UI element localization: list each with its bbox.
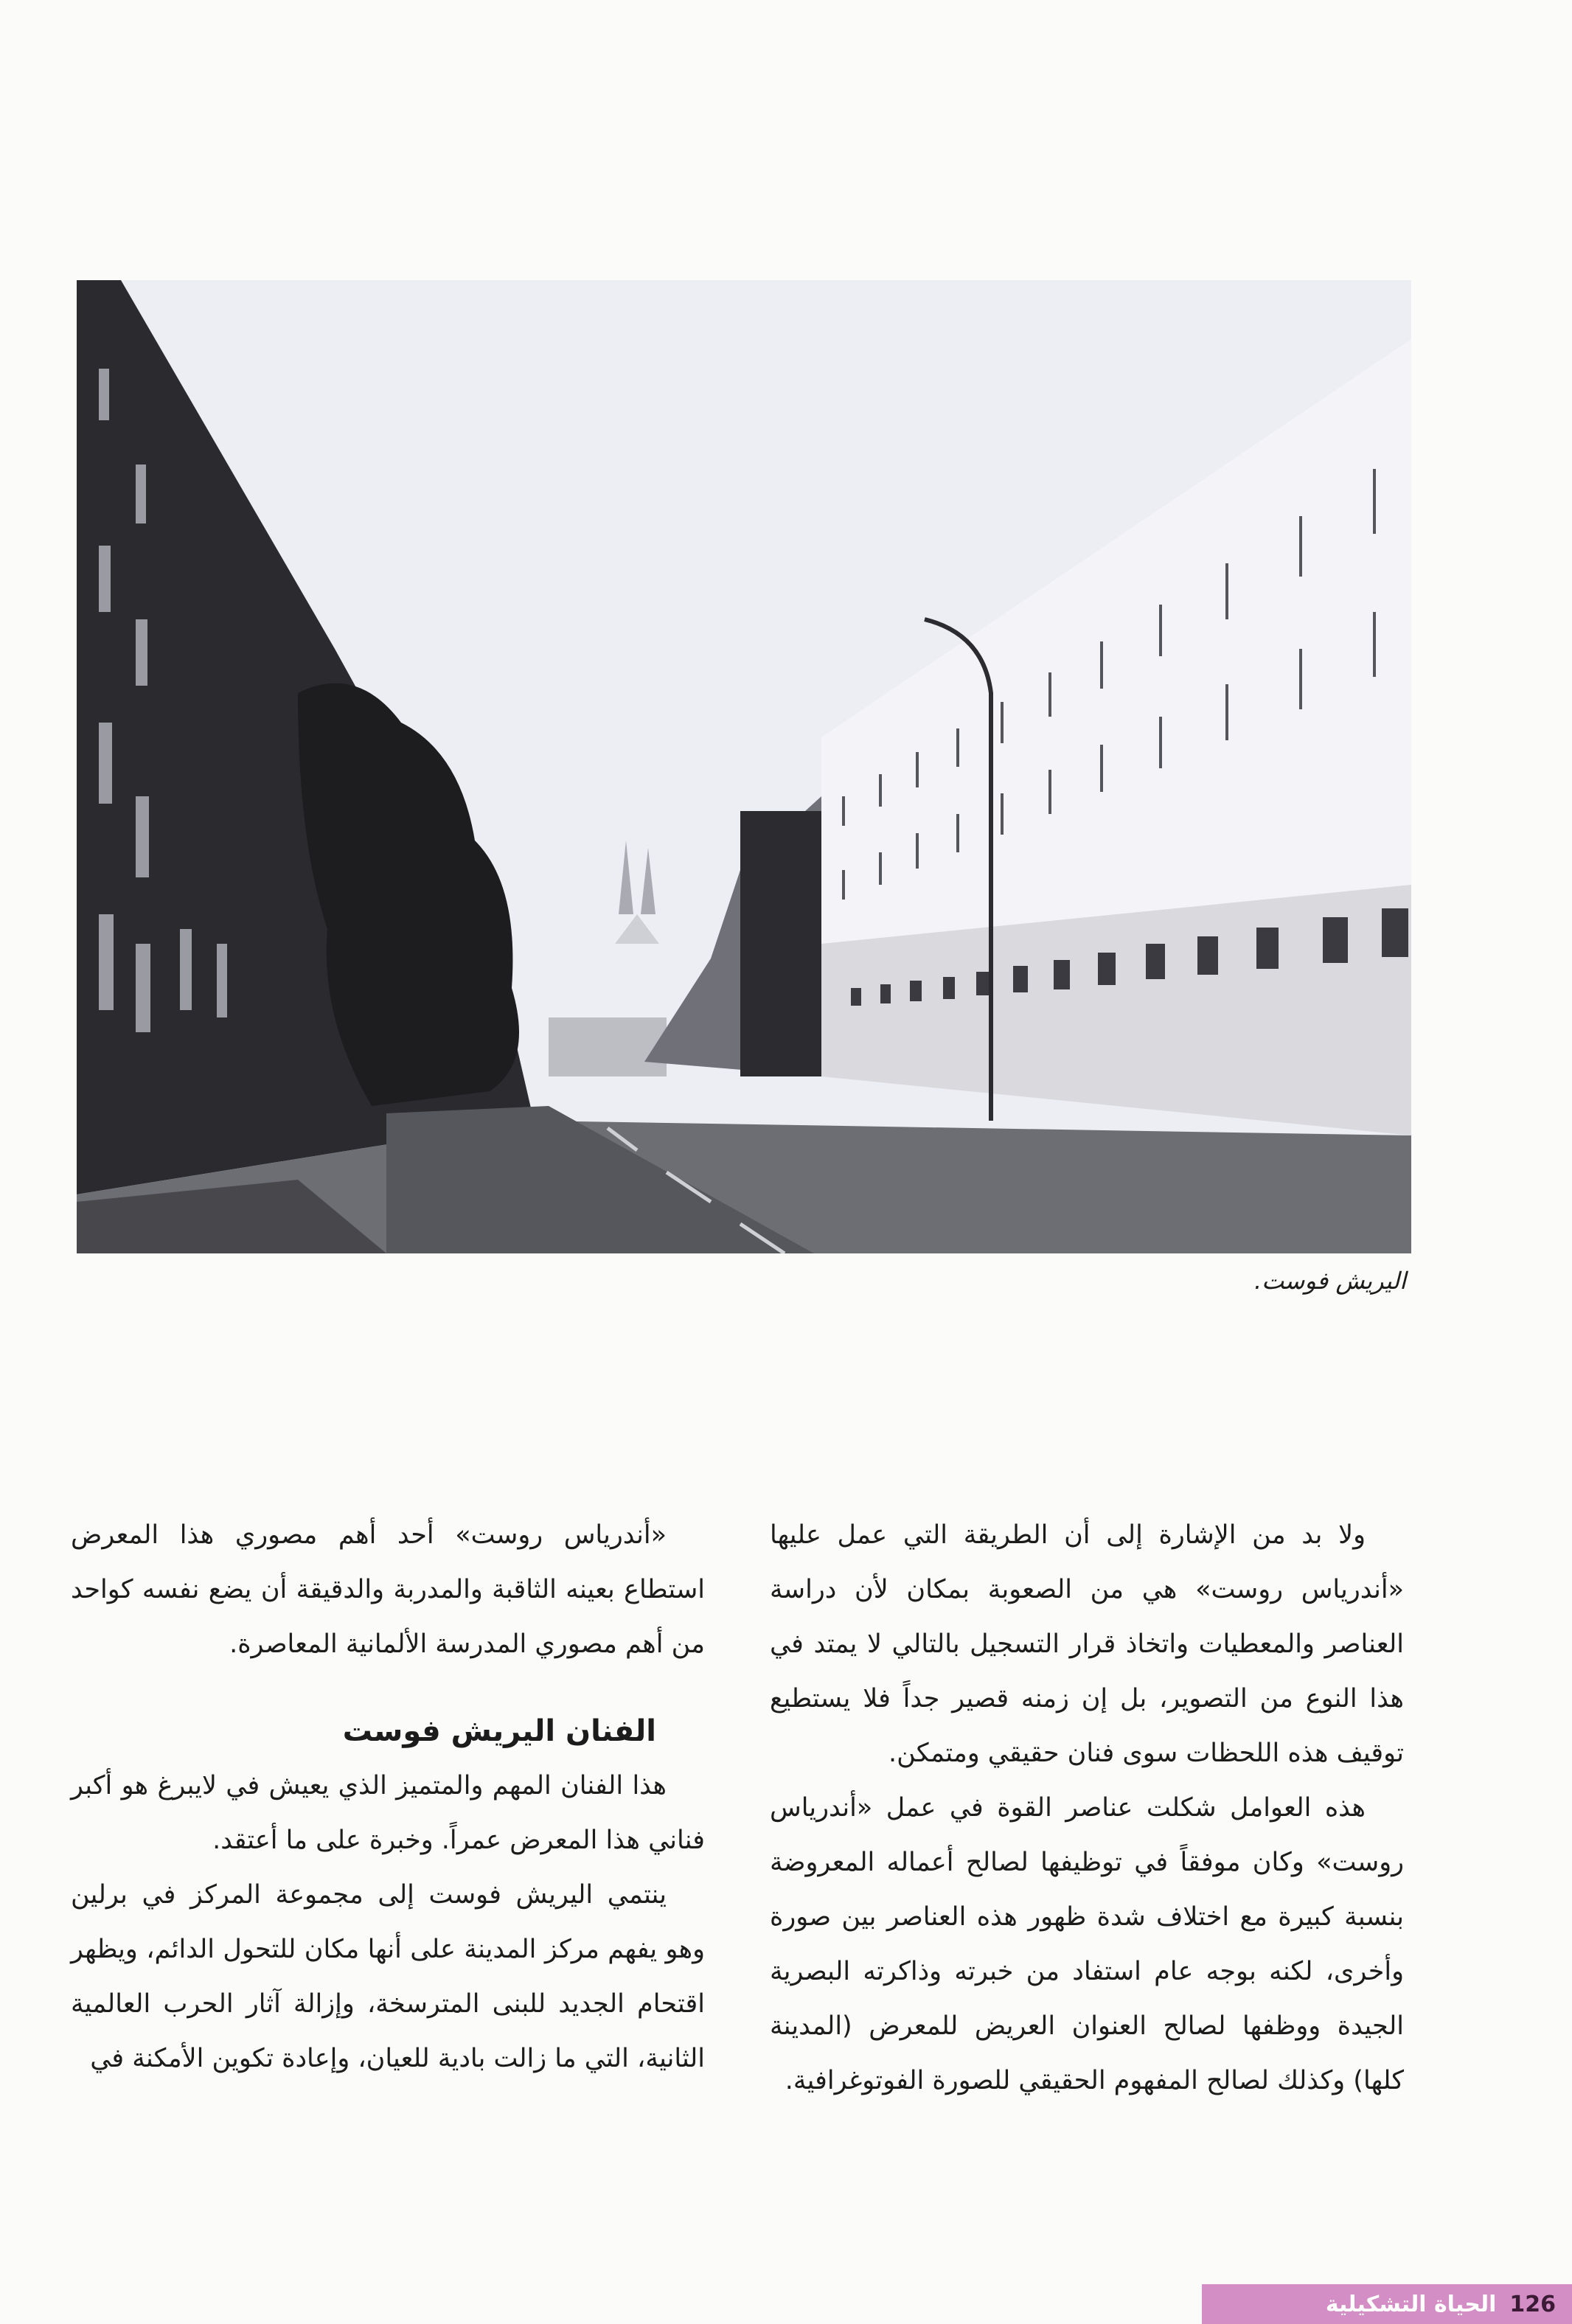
page-footer — [1202, 2284, 1572, 2324]
body-paragraph: ولا بد من الإشارة إلى أن الطريقة التي عمل عليها «أندرياس روست» هي من الصعوبة بمكان لأن دراسة العناصر والمعطيات واتخاذ قرار التسجيل بالتالي لا يمتد في هذا النوع من التصوير، بل إن زمنه قصير جداً فلا يستطيع توقيف هذه اللحظات سوى فنان حقيقي ومتمكن. — [770, 1520, 1404, 1768]
street-photo-illustration — [77, 280, 1411, 1253]
magazine-name: الحياة التشكيلية — [1325, 2291, 1497, 2317]
body-paragraph: هذا الفنان المهم والمتميز الذي يعيش في لايبرغ هو أكبر فناني هذا المعرض عمراً. وخبرة على ما أعتقد. — [71, 1771, 705, 1855]
body-paragraph: «أندرياس روست» أحد أهم مصوري هذا المعرض استطاع بعينه الثاقبة والمدربة والدقيقة أن يضع نفسه كواحد من أهم مصوري المدرسة الألمانية المعاصرة. — [71, 1520, 705, 1659]
page-number: 126 — [1509, 2291, 1556, 2317]
article-column-left — [71, 1508, 705, 2086]
body-paragraph: ينتمي اليريش فوست إلى مجموعة المركز في برلين وهو يفهم مركز المدينة على أنها مكان للتحول الدائم، ويظهر اقتحام الجديد للبنى المترسخة، وإزالة آثار الحرب العالمية الثانية، التي ما زالت بادية للعيان، وإعادة تكوين الأمكنة في — [71, 1880, 705, 2073]
article-column-right — [770, 1508, 1404, 2108]
section-heading: الفنان اليريش فوست — [342, 1714, 656, 1748]
street-photograph — [77, 280, 1411, 1253]
photo-caption: اليريش فوست. — [1253, 1267, 1406, 1295]
body-paragraph: هذه العوامل شكلت عناصر القوة في عمل «أندرياس روست» وكان موفقاً في توظيفها لصالح أعماله المعروضة بنسبة كبيرة مع اختلاف شدة ظهور هذه العناصر بين صورة وأخرى، لكنه بوجه عام استفاد من خبرته وذاكرته البصرية الجيدة ووظفها لصالح العنوان العريض للمعرض (المدينة كلها) وكذلك لصالح المفهوم الحقيقي للصورة الفوتوغرافية. — [770, 1793, 1404, 2095]
